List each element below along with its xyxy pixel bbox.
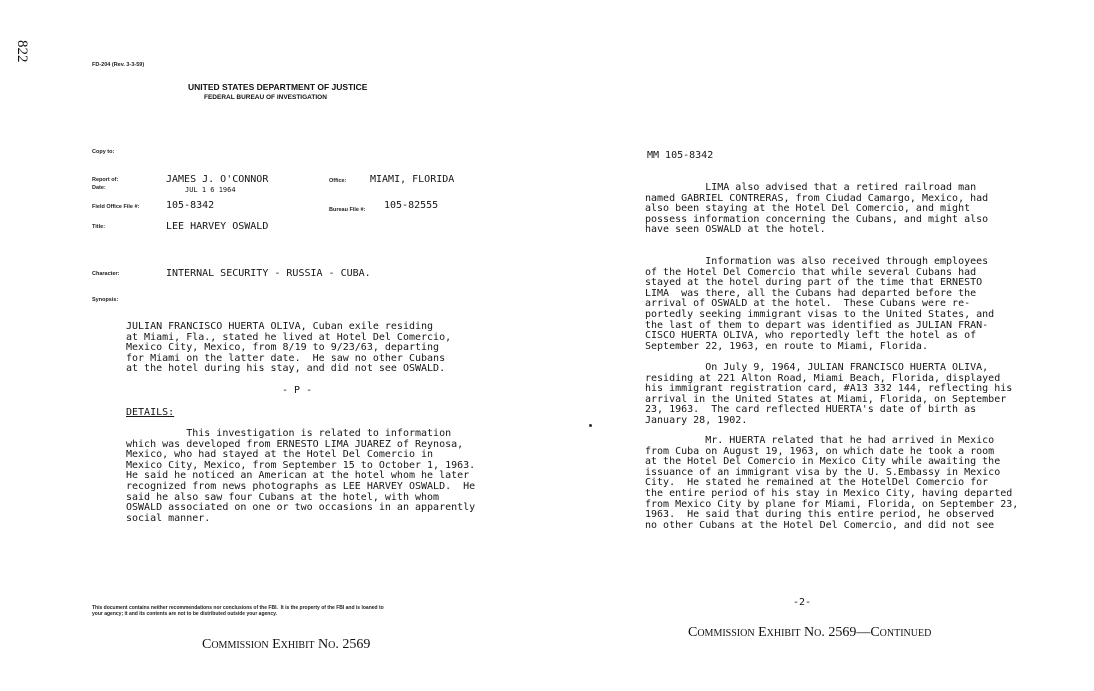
volume-page-number: 822: [14, 40, 30, 63]
bureau-header: FEDERAL BUREAU OF INVESTIGATION: [204, 94, 327, 101]
dept-header: UNITED STATES DEPARTMENT OF JUSTICE: [188, 82, 368, 92]
details-text: This investigation is related to information which was developed from ERNESTO LIMA JUAREZ of Reynosa, Mexico, who had stayed at the Hotel Del Comercio in Mexico City, Mexico, from September 15 to October 1, 1963. He said he noticed an American at the hotel whom he later recognized from news photographs as LEE HARVEY OSWALD. He said he also saw four Cubans at the hotel, with whom OSWALD associated on one or two occasions in an apparently social manner.: [126, 428, 476, 524]
p-mark: - P -: [282, 385, 313, 396]
right-paragraph-3: On July 9, 1964, JULIAN FRANCISCO HUERTA OLIVA, residing at 221 Alton Road, Miami Beach, Florida, displayed his immigrant registration card, #A13 332 144, reflecting his arrival in the United States at Miami, Florida, on September 23, 1963. The card reflected HUERTA's date of birth as January 28, 1902.: [645, 362, 1013, 426]
bureau-file-label: Bureau File #:: [329, 207, 366, 213]
report-of-label: Report of:: [92, 177, 119, 183]
title-value: LEE HARVEY OSWALD: [166, 221, 269, 232]
file-ref: MM 105-8342: [647, 150, 714, 161]
synopsis-text: JULIAN FRANCISCO HUERTA OLIVA, Cuban exile residing at Miami, Fla., stated he lived at Hotel Del Comercio, Mexico City, Mexico, from 8/19 to 9/23/63, departing for Miami on the latter date. He saw no other Cubans at the hotel during his stay, and did not see OSWALD.: [126, 321, 452, 375]
details-heading: DETAILS:: [126, 407, 175, 418]
right-paragraph-4: Mr. HUERTA related that he had arrived in Mexico from Cuba on August 19, 1963, on which date he took a room at the Hotel Del Comercio in Mexico City while awaiting the issuance of an immigrant visa by the U. S.Embassy in Mexico City. He stated he remained at the HotelDel Comercio for the entire period of his stay in Mexico City, having departed from Mexico City by plane for Miami, Florida, on September 23, 1963. He said that during this entire period, he observed no other Cubans at the Hotel Del Comercio, and did not see: [645, 435, 1019, 531]
office-value: MIAMI, FLORIDA: [370, 174, 455, 185]
date-stamp: JUL 1 6 1964: [185, 186, 236, 194]
right-paragraph-1: LIMA also advised that a retired railroad man named GABRIEL CONTRERAS, from Ciudad Camargo, Mexico, had also been staying at the Hotel Del Comercio, and might possess information concerning the Cubans, and might also have seen OSWALD at the hotel.: [645, 182, 989, 236]
exhibit-caption-left: Commission Exhibit No. 2569: [202, 637, 371, 652]
office-label: Office:: [329, 178, 347, 184]
right-paragraph-2: Information was also received through employees of the Hotel Del Comercio that while several Cubans had stayed at the hotel during part of the time that ERNESTO LIMA was there, all the Cubans had departed before the arrival of OSWALD at the hotel. These Cubans were re- portedly seeking immigrant visas to the United States, and the last of them to depart was identified as JULIAN FRAN- CISCO HUERTA OLIVA, who reportedly left the hotel as of September 22, 1963, en route to Miami, Florida.: [645, 256, 995, 352]
synopsis-label: Synopsis:: [92, 297, 119, 303]
stray-mark: [589, 424, 592, 427]
exhibit-caption-right: Commission Exhibit No. 2569—Continued: [688, 625, 932, 640]
right-page-number: -2-: [793, 597, 812, 608]
copy-to-label: Copy to:: [92, 149, 115, 155]
character-value: INTERNAL SECURITY - RUSSIA - CUBA.: [166, 268, 371, 279]
title-label: Title:: [92, 224, 106, 230]
footer-notice: This document contains neither recommendations nor conclusions of the FBI. It is the property of the FBI and is loaned to your agency; it and its contents are not to be distributed outside your agency.: [92, 605, 384, 617]
form-number: FD-204 (Rev. 3-3-59): [92, 62, 145, 68]
field-file-value: 105-8342: [166, 200, 215, 211]
report-of-value: JAMES J. O'CONNOR: [166, 174, 269, 185]
bureau-file-value: 105-82555: [384, 200, 439, 211]
date-label: Date:: [92, 185, 106, 191]
character-label: Character:: [92, 271, 120, 277]
field-file-label: Field Office File #:: [92, 204, 140, 210]
